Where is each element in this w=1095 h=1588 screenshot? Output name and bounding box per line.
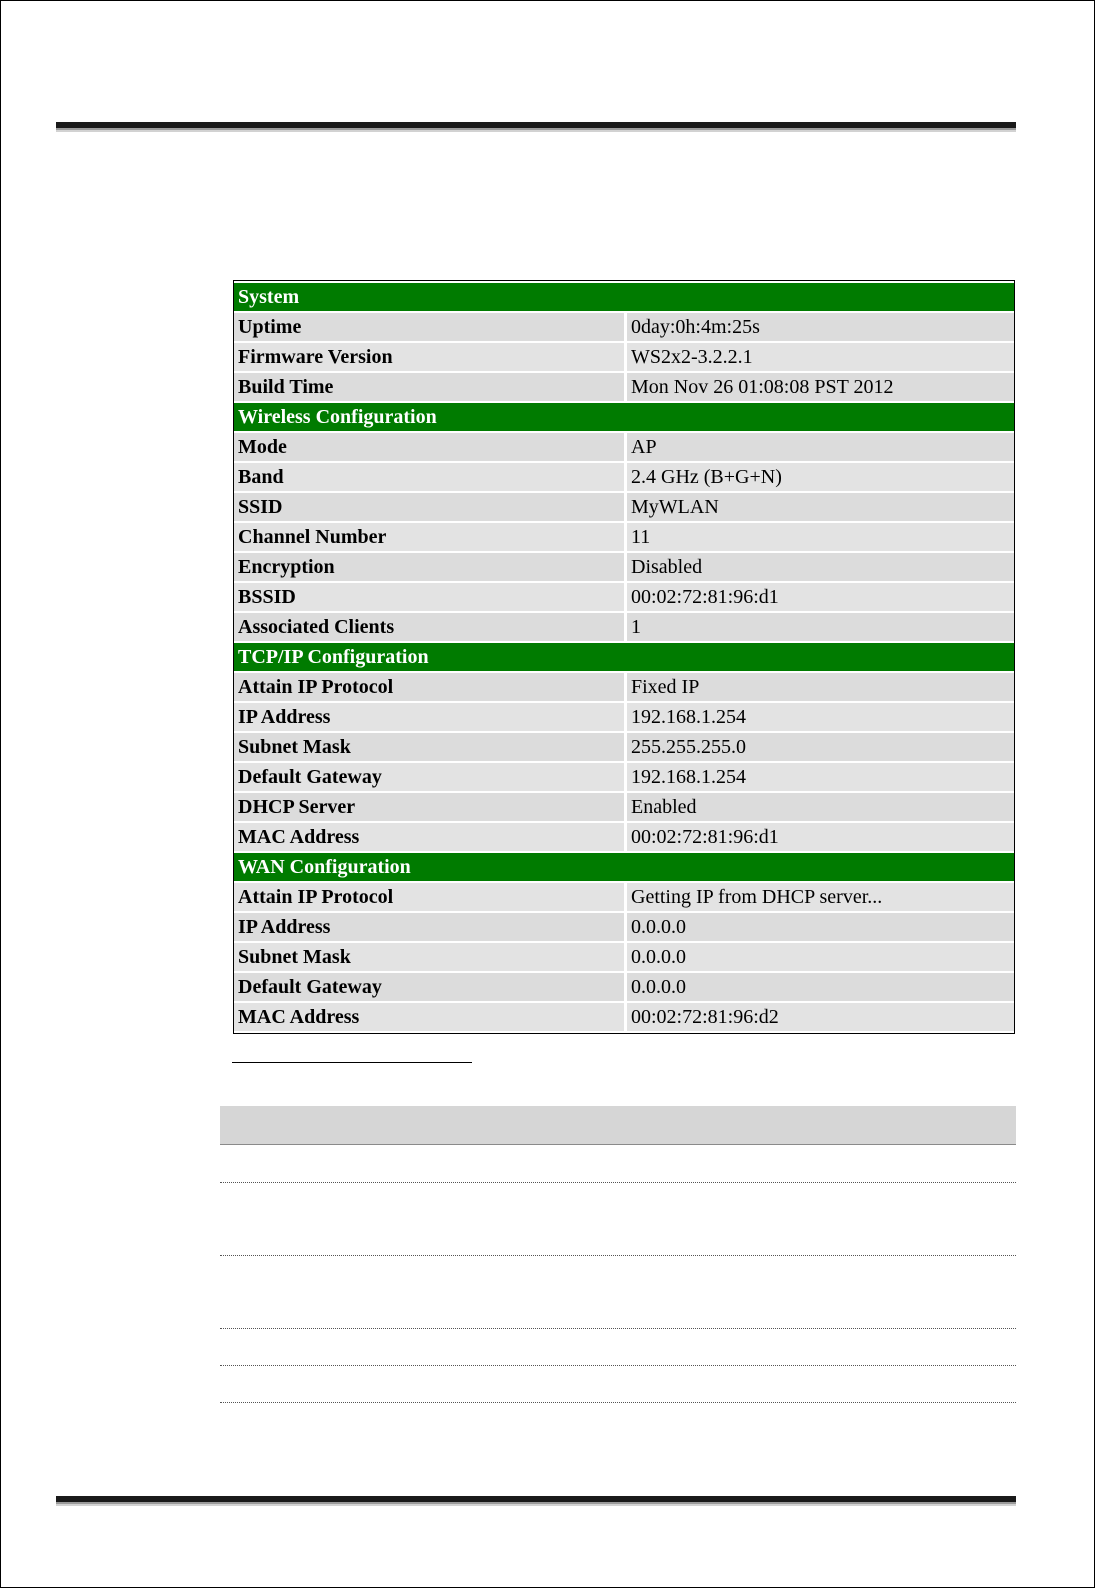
section-header xyxy=(234,643,1014,671)
status-row xyxy=(234,973,1014,1001)
status-label: Mode xyxy=(234,433,624,461)
status-value: Disabled xyxy=(624,553,1014,581)
status-value: 192.168.1.254 xyxy=(624,703,1014,731)
status-value: Enabled xyxy=(624,793,1014,821)
description-table-header xyxy=(220,1106,1016,1145)
description-table xyxy=(220,1106,1016,1403)
status-row xyxy=(234,673,1014,701)
status-value: 0day:0h:4m:25s xyxy=(624,313,1014,341)
status-label: Default Gateway xyxy=(234,973,624,1001)
status-label: Encryption xyxy=(234,553,624,581)
status-value: 192.168.1.254 xyxy=(624,763,1014,791)
status-label: Build Time xyxy=(234,373,624,401)
status-label: Subnet Mask xyxy=(234,733,624,761)
section-header xyxy=(234,283,1014,311)
status-row xyxy=(234,793,1014,821)
status-value: 1 xyxy=(624,613,1014,641)
status-label: MAC Address xyxy=(234,823,624,851)
section-title: WAN Configuration xyxy=(234,853,1014,881)
status-row xyxy=(234,703,1014,731)
status-label: Attain IP Protocol xyxy=(234,883,624,911)
status-label: Band xyxy=(234,463,624,491)
status-label: DHCP Server xyxy=(234,793,624,821)
section-title: TCP/IP Configuration xyxy=(234,643,1014,671)
status-row xyxy=(234,1003,1014,1031)
status-value: 0.0.0.0 xyxy=(624,943,1014,971)
section-header xyxy=(234,853,1014,881)
status-row xyxy=(234,463,1014,491)
status-table xyxy=(234,281,1014,1033)
description-table-row xyxy=(220,1145,1016,1183)
status-value: WS2x2-3.2.2.1 xyxy=(624,343,1014,371)
status-row xyxy=(234,583,1014,611)
status-label: Default Gateway xyxy=(234,763,624,791)
status-label: SSID xyxy=(234,493,624,521)
status-row xyxy=(234,373,1014,401)
status-value: 0.0.0.0 xyxy=(624,973,1014,1001)
status-label: BSSID xyxy=(234,583,624,611)
status-row xyxy=(234,823,1014,851)
status-label: Channel Number xyxy=(234,523,624,551)
section-title: System xyxy=(234,283,1014,311)
status-value: Fixed IP xyxy=(624,673,1014,701)
status-row xyxy=(234,883,1014,911)
status-row xyxy=(234,433,1014,461)
status-row xyxy=(234,613,1014,641)
section-header xyxy=(234,403,1014,431)
section-title: Wireless Configuration xyxy=(234,403,1014,431)
status-row xyxy=(234,733,1014,761)
status-value: 2.4 GHz (B+G+N) xyxy=(624,463,1014,491)
status-row xyxy=(234,523,1014,551)
status-label: Firmware Version xyxy=(234,343,624,371)
status-panel xyxy=(233,280,1015,1034)
status-value: 00:02:72:81:96:d2 xyxy=(624,1003,1014,1031)
caption-underline xyxy=(232,1062,472,1063)
status-row xyxy=(234,913,1014,941)
status-value: 255.255.255.0 xyxy=(624,733,1014,761)
description-table-row xyxy=(220,1183,1016,1256)
header-rule xyxy=(56,122,1016,134)
status-row xyxy=(234,493,1014,521)
status-row xyxy=(234,943,1014,971)
status-label: Subnet Mask xyxy=(234,943,624,971)
status-row xyxy=(234,763,1014,791)
status-value: 11 xyxy=(624,523,1014,551)
status-row xyxy=(234,313,1014,341)
status-value: 0.0.0.0 xyxy=(624,913,1014,941)
status-label: IP Address xyxy=(234,703,624,731)
status-value: Getting IP from DHCP server... xyxy=(624,883,1014,911)
status-value: MyWLAN xyxy=(624,493,1014,521)
status-label: IP Address xyxy=(234,913,624,941)
footer-rule xyxy=(56,1496,1016,1508)
status-value: 00:02:72:81:96:d1 xyxy=(624,823,1014,851)
status-label: Attain IP Protocol xyxy=(234,673,624,701)
status-row xyxy=(234,553,1014,581)
status-label: Associated Clients xyxy=(234,613,624,641)
description-table-row xyxy=(220,1329,1016,1366)
description-table-row xyxy=(220,1256,1016,1329)
status-label: Uptime xyxy=(234,313,624,341)
status-label: MAC Address xyxy=(234,1003,624,1031)
status-value: Mon Nov 26 01:08:08 PST 2012 xyxy=(624,373,1014,401)
description-table-row xyxy=(220,1366,1016,1403)
status-row xyxy=(234,343,1014,371)
status-value: 00:02:72:81:96:d1 xyxy=(624,583,1014,611)
status-value: AP xyxy=(624,433,1014,461)
